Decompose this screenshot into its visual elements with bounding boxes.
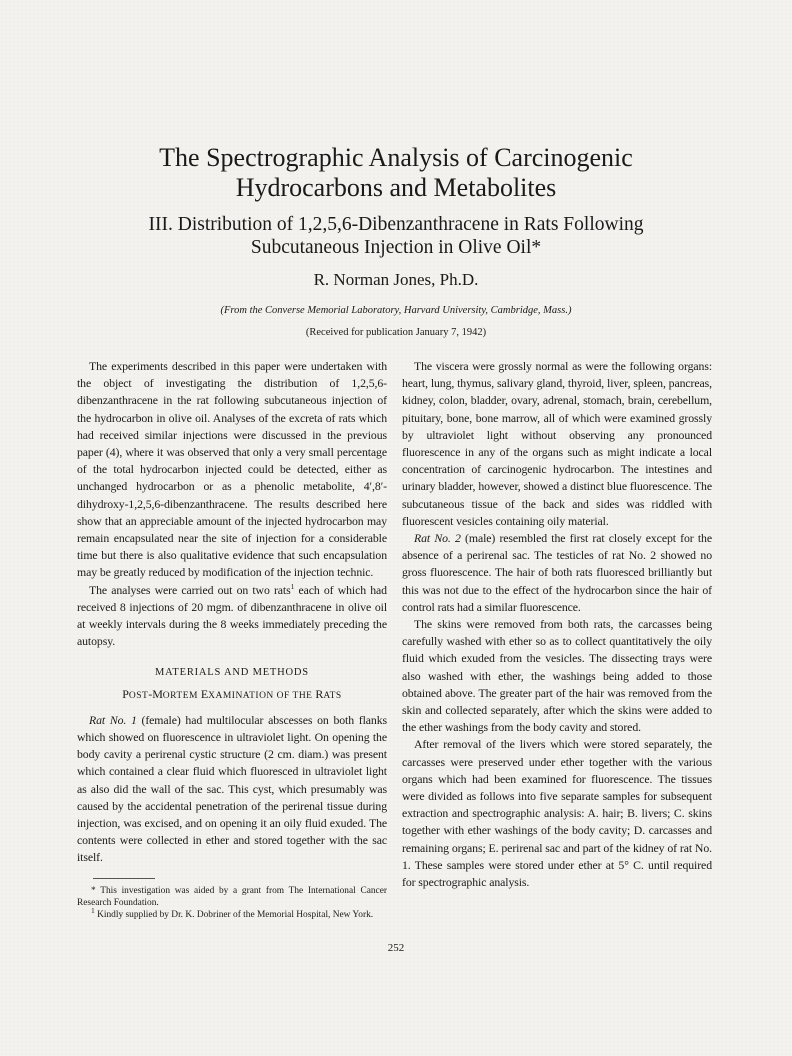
page-number: 252 <box>387 942 405 954</box>
analyses-text-a: The analyses were carried out on two rats <box>89 582 291 597</box>
received-date: (Received for publication January 7, 1942) <box>305 327 487 338</box>
analyses-text-b: each of which had received 8 injections of 20 mgm. of dibenzanthracene in olive oil at weekly intervals during the 8 weeks immediately preceding the autopsy. <box>77 582 387 649</box>
footnote-rule <box>93 878 155 879</box>
footnote-marker-1: 1 <box>91 905 95 915</box>
title-line-1: The Spectrographic Analysis of Carcinogenic <box>159 143 633 172</box>
rat2-paragraph <box>402 530 712 616</box>
affiliation-text: (From the Converse Memorial Laboratory, Harvard University, Cambridge, Mass.) <box>220 305 572 316</box>
footnote-supply-text: Kindly supplied by Dr. K. Dobriner of the Memorial Hospital, New York. <box>94 910 374 920</box>
author-name: R. Norman Jones, Ph.D. <box>313 270 479 289</box>
subtitle-line-1: III. Distribution of 1,2,5,6-Dibenzanthracene in Rats Following <box>148 214 644 235</box>
section-heading: MATERIALS AND METHODS <box>155 667 309 679</box>
subhead-sc-4: ATS <box>323 690 342 701</box>
footnote-ref-1: 1 <box>290 581 295 591</box>
affiliation <box>60 304 732 317</box>
subhead-cap-m: M <box>152 686 163 701</box>
skins-paragraph: The skins were removed from both rats, the carcasses being carefully washed with ether so as to collect quantitatively the oily fluid which exuded from the vesicles. The dissecting trays were also washed with ether, the washings being added to those obtained above. The greater part of the hair was removed from the skin and collected separately, after which the skins were added to the ether washings from the body cavity and stored. <box>402 617 712 735</box>
rat1-text: (female) had multilocular abscesses on both flanks which showed on fluorescence in ultraviolet light. On opening the body cavity a perirenal cystic structure (2 cm. diam.) was present which contained a clear fluid which fluoresced in ultraviolet light as also did the wall of the sac. This cyst, which presumably was caused by the accidental penetration of the perirenal tissue during injection, was excised, and on opening it an oily fluid exuded. The contents were collected in ether and stored together with the sac itself. <box>77 712 387 865</box>
rat1-paragraph <box>77 712 387 867</box>
subhead-sc-1: OST <box>128 690 149 701</box>
footnote-supply <box>77 905 387 921</box>
subhead-sc-3: XAMINATION OF THE <box>208 690 313 701</box>
article-subtitle <box>60 213 732 259</box>
article-title <box>60 143 732 203</box>
subhead-cap-e: E <box>197 686 209 701</box>
footnote-grant: * This investigation was aided by a grant from The International Cancer Research Foundation. <box>77 886 387 908</box>
footnotes <box>77 878 387 921</box>
title-line-2: Hydrocarbons and Metabolites <box>235 173 557 202</box>
rat2-text: (male) resembled the first rat closely except for the absence of a perirenal sac. The testicles of rat No. 2 showed no gross fluorescence. The hair of both rats fluoresced brilliantly but this was not due to the effect of the hydrocarbon since the hair of control rats had a similar fluorescence. <box>402 531 712 614</box>
left-column <box>77 358 387 867</box>
samples-paragraph: After removal of the livers which were stored separately, the carcasses were preserved under ether together with the various organs which had been examined for fluorescence. The tissues were divided as follows into five separate samples for subsequent extraction and spectrographic analysis: A. hair; B. livers; C. skins together with ether washings of the body cavity; D. carcasses and remaining organs; E. perirenal sac and part of the kidney of rat No. 1. These samples were stored under ether at 5° C. until required for spectrographic analysis. <box>402 737 712 890</box>
rat2-label: Rat No. 2 <box>414 531 461 546</box>
right-column <box>402 358 712 891</box>
intro-paragraph: The experiments described in this paper were undertaken with the object of investigating the distribution of 1,2,5,6-dibenzanthracene in the rat following subcutaneous injection of the hydrocarbon in olive oil. Analyses of the excreta of rats which had received similar injections were discussed in the previous paper (4), where it was observed that only a very small percentage of the total hydrocarbon injected could be detected, either as unchanged hydrocarbon or as a phenolic metabolite, 4′,8′-dihydroxy-1,2,5,6-dibenzanthracene. The results described here show that an appreciable amount of the injected hydrocarbon may remain encapsulated near the site of injection for a considerable time but there is also qualitative evidence that such encapsulation may be greatly reduced by modification of the injection technic. <box>77 359 387 580</box>
subhead-dash: - <box>148 686 153 701</box>
rat1-label: Rat No. 1 <box>89 712 137 727</box>
subsection-heading <box>77 686 387 705</box>
viscera-paragraph: The viscera were grossly normal as were the following organs: heart, lung, thymus, salivary gland, thyroid, liver, spleen, pancreas, kidney, colon, bladder, ovary, adrenal, stomach, brain, cerebellum, pituitary, bone, bone marrow, all of which were examined grossly by ultraviolet light without observing any pronounced fluorescence in any of the organs such as might indicate a local concentration of carcinogenic hydrocarbon. The intestines and urinary bladder, however, showed a distinct blue fluorescence. The subcutaneous tissue of the back and sides was riddled with fluorescent vesicles containing oily material. <box>402 359 712 528</box>
analyses-paragraph <box>77 582 387 651</box>
subhead-cap-r: R <box>312 686 324 701</box>
subhead-cap-p: P <box>122 686 129 701</box>
subhead-sc-2: ORTEM <box>162 690 198 701</box>
subtitle-line-2: Subcutaneous Injection in Olive Oil* <box>250 237 542 258</box>
